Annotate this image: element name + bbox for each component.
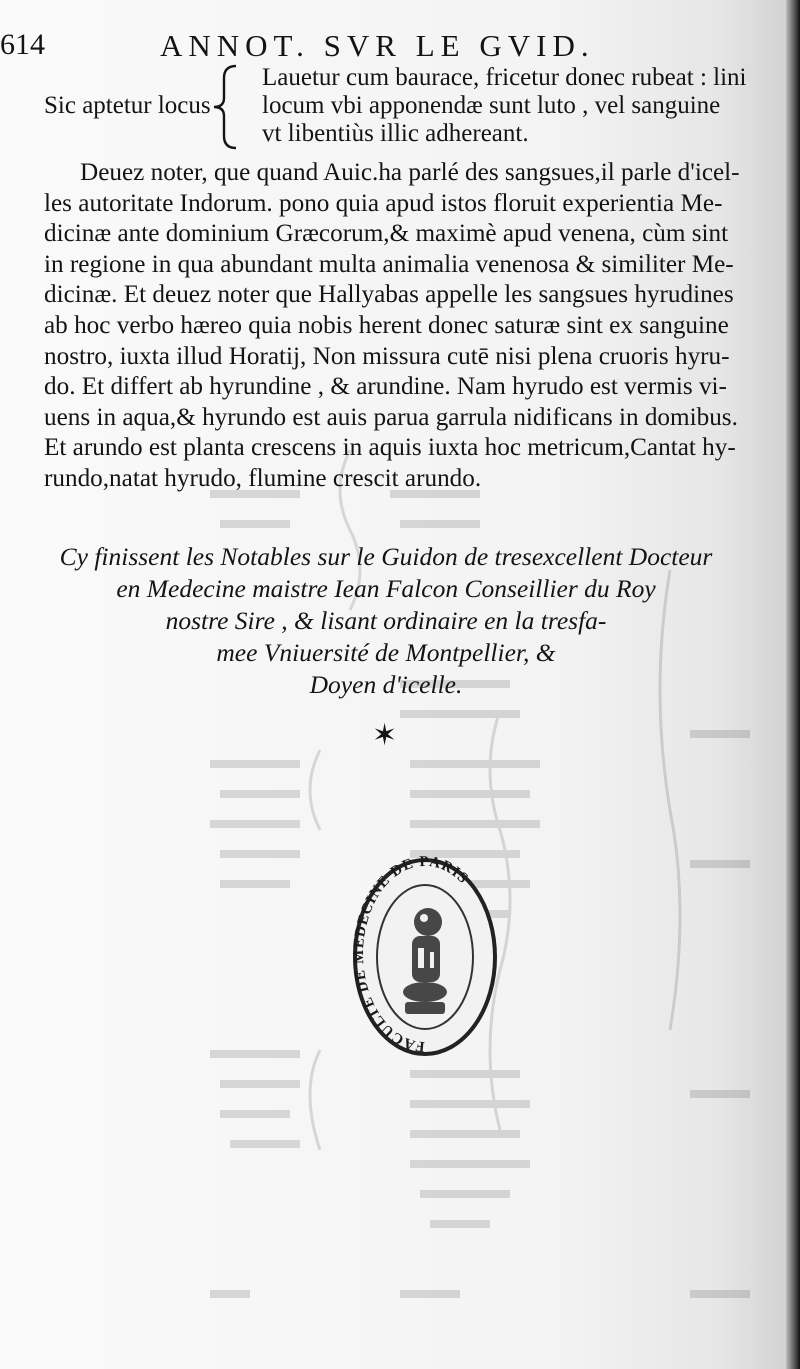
text-line: do. Et differt ab hyrundine , & arundine. Nam hyrudo est vermis vi- [44,373,727,401]
text-line: rundo,natat hyrudo, flumine crescit arundo. [44,464,482,492]
text-line: ab hoc verbo hæreo quia nobis herent donec saturæ sint ex sanguine [44,311,729,339]
page-edge-shadow [786,0,800,1369]
text-line: Deuez noter, que quand Auic.ha parlé des sangsues,il parle d'icel- [80,159,740,186]
colophon-line: Doyen d'icelle. [309,670,463,699]
colophon-line: mee Vniuersité de Montpellier, & [216,638,556,667]
text-line: les autoritate Indorum. pono quia apud istos floruit experientia Me- [44,189,723,217]
colophon-line: Cy finissent les Notables sur le Guidon de tresexcellent Docteur [59,542,713,571]
running-title: ANNOT. SVR LE GVID. [160,28,595,63]
text-line: nostro, iuxta illud Horatij, Non missura cutē nisi plena cruoris hyru- [44,342,730,370]
running-head [0,28,790,68]
text-line: Et arundo est planta crescens in aquis iuxta hoc metricum,Cantat hy- [44,434,736,462]
body-paragraph [44,158,740,495]
text-line: uens in aqua,& hyrundo est auis parua garrula nidificans in domibus. [44,403,738,431]
page-number: 614 [0,28,45,61]
text-line: dicinæ. Et deuez noter que Hallyabas appelle les sangsues hyrudines [44,281,734,309]
library-stamp-icon [350,852,500,1062]
recipe-lines [262,64,747,148]
asterisk-ornament-icon: ✶ [372,719,398,752]
stamp-legend: FACULTE DE MEDECINE DE PARIS [350,853,472,1055]
recipe-line: vt libentiùs illic adhereant. [262,120,529,147]
text-line: in regione in qua abundant multa animalia venenosa & similiter Me- [44,250,734,278]
recipe-label: Sic aptetur locus [44,92,211,119]
recipe-line: locum vbi apponendæ sunt luto , vel sanguine [262,92,721,119]
recipe-line: Lauetur cum baurace, fricetur donec rubeat : lini [262,64,747,91]
colophon-line: nostre Sire , & lisant ordinaire en la tresfa- [165,606,607,635]
curly-brace-icon [210,64,242,150]
colophon [46,541,726,701]
text-line: dicinæ ante dominium Græcorum,& maximè apud venena, cùm sint [44,220,729,248]
recipe-block [0,64,790,154]
colophon-line: en Medecine maistre Iean Falcon Conseillier du Roy [116,574,656,603]
